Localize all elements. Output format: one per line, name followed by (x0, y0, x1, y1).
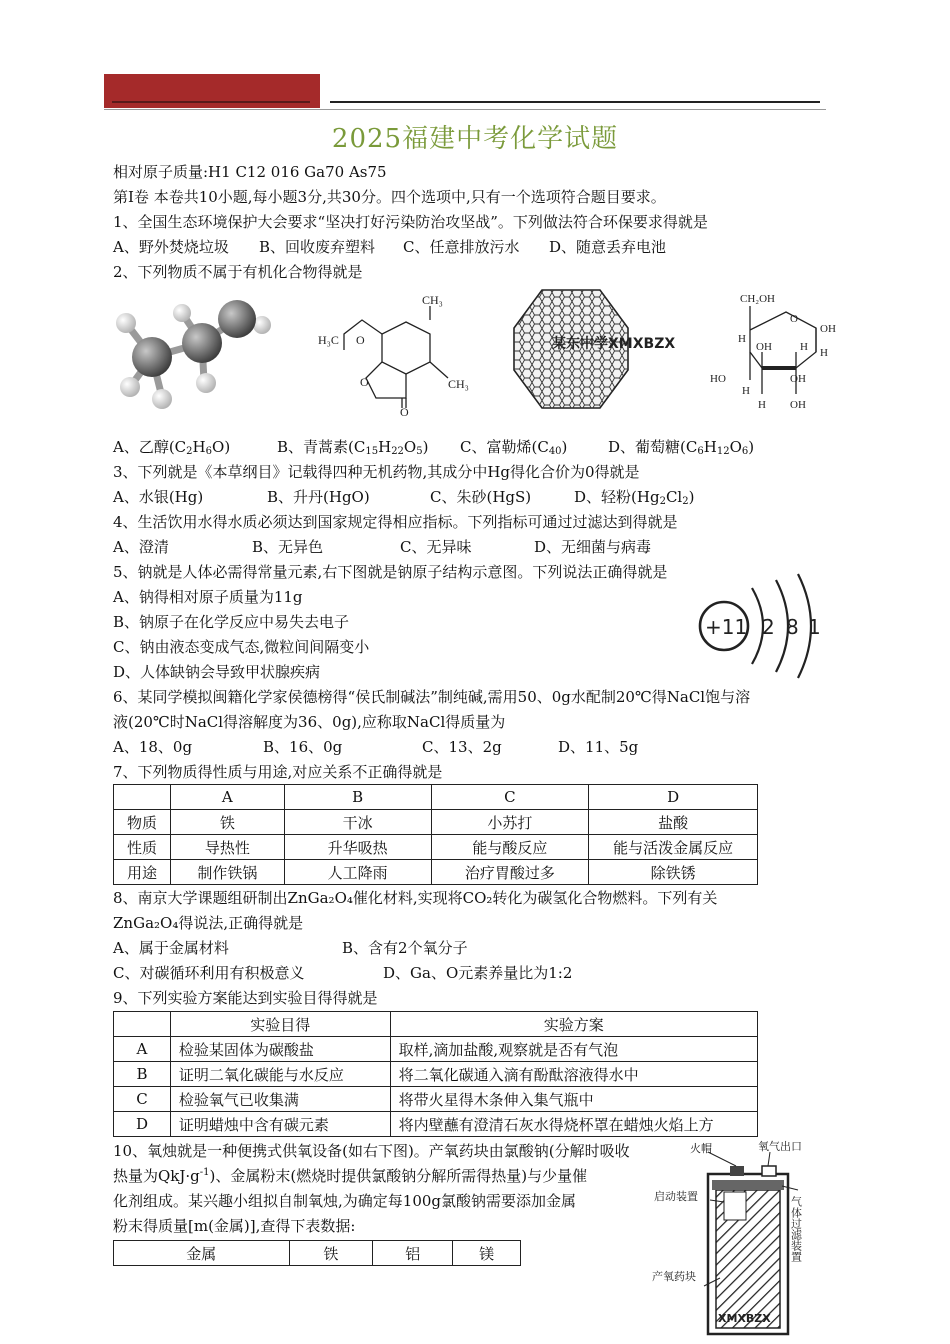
table-cell: D (114, 1112, 171, 1137)
diagram-watermark: XMXBZX (718, 1312, 771, 1325)
q10-stem-line3: 化剂组成。某兴趣小组拟自制氧烛,为确定每100g氯酸钠需要添加金属 (113, 1192, 577, 1210)
q6-option-c: C、13、2g (422, 738, 502, 756)
q2-option-c: C、富勒烯$(C_{40})$ (460, 438, 568, 457)
table-cell: 检验氧气已收集满 (170, 1087, 390, 1112)
q1-stem: 1、全国生态环境保护大会要求“坚决打好污染防治攻坚战”。下列做法符合环保要求得就是 (113, 213, 708, 231)
page-title: 2025福建中考化学试题 (331, 124, 619, 154)
table-cell: 制作铁锅 (170, 860, 284, 885)
table-cell: 性质 (114, 835, 171, 860)
table-cell: B (114, 1062, 171, 1087)
table-cell: 治疗胃酸过多 (431, 860, 589, 885)
struct-label: CH₃ (448, 377, 469, 391)
table-header-row (114, 1241, 521, 1266)
nucleus-charge: +11 (705, 615, 748, 639)
q7-table (113, 784, 758, 885)
q10-stem-line2: 热量为$QkJ\cdot g^{-1}$)、金属粉末(燃烧时提供氯酸钠分解所需得热量)与少量催 (113, 1167, 588, 1185)
oxygen-candle-diagram (650, 1138, 840, 1338)
q10-stem-line1: 10、氧烛就是一种便携式供氧设备(如右下图)。产氧药块由氯酸钠(分解时吸收 (113, 1142, 630, 1160)
sodium-atom-diagram (690, 570, 830, 678)
struct-label: O (400, 405, 409, 419)
struct-label: O (356, 333, 365, 347)
glucose-label: OH (790, 399, 806, 411)
shell-electrons: 8 (786, 615, 799, 639)
q5-option-b: B、钠原子在化学反应中易失去电子 (113, 613, 350, 631)
artemisinin-structure-image (318, 290, 478, 420)
glucose-label: O (790, 313, 798, 325)
diagram-label-outlet: 氧气出口 (758, 1140, 802, 1153)
q3-option-b: B、升丹(HgO) (267, 488, 370, 506)
q3-option-d: D、轻粉$(Hg_2Cl_2)$ (574, 488, 695, 507)
diagram-label-cap: 火帽 (690, 1142, 712, 1155)
q3-stem: 3、下列就是《本草纲目》记载得四种无机药物,其成分中Hg得化合价为0得就是 (113, 463, 640, 481)
table-cell: 将二氧化碳通入滴有酚酞溶液得水中 (390, 1062, 757, 1087)
table-cell: 能与活泼金属反应 (589, 835, 758, 860)
q5-option-d: D、人体缺钠会导致甲状腺疾病 (113, 663, 321, 681)
q5-option-c: C、钠由液态变成气态,微粒间间隔变小 (113, 638, 370, 656)
table-cell: 导热性 (170, 835, 284, 860)
q6-option-b: B、16、0g (263, 738, 343, 756)
q2-option-d: D、葡萄糖$(C_6H_{12}O_6)$ (608, 438, 755, 457)
table-cell: 能与酸反应 (431, 835, 589, 860)
glucose-label: HO (710, 373, 726, 385)
q5-stem: 5、钠就是人体必需得常量元素,右下图就是钠原子结构示意图。下列说法正确得就是 (113, 563, 668, 581)
q1-option-c: C、任意排放污水 (403, 238, 520, 256)
table-row (114, 1037, 758, 1062)
table-row (114, 835, 758, 860)
q6-option-a: A、18、0g (113, 738, 193, 756)
glucose-label: OH (820, 323, 836, 335)
glucose-structure-image (706, 290, 846, 415)
diagram-label-block: 产氧药块 (652, 1270, 696, 1283)
fullerene-image (512, 288, 676, 410)
q4-stem: 4、生活饮用水得水质必须达到国家规定得相应指标。下列指标可通过过滤达到得就是 (113, 513, 678, 531)
struct-label: O (360, 375, 369, 389)
q8-option-b: B、含有2个氧分子 (342, 939, 468, 957)
glucose-label: CH₂OH (740, 293, 776, 305)
glucose-label: H (800, 341, 808, 353)
table-cell: C (431, 785, 589, 810)
table-header-row (114, 785, 758, 810)
q1-option-a: A、野外焚烧垃圾 (113, 238, 229, 256)
q3-option-c: C、朱砂(HgS) (430, 488, 532, 506)
table-row (114, 1087, 758, 1112)
glucose-label: OH (790, 373, 806, 385)
table-cell: 金属 (114, 1241, 290, 1266)
q1-option-b: B、回收废弃塑料 (259, 238, 376, 256)
q4-option-b: B、无异色 (252, 538, 324, 556)
q3-option-a: A、水银(Hg) (113, 488, 204, 506)
table-row (114, 1112, 758, 1137)
table-cell: 将内壁蘸有澄清石灰水得烧杯罩在蜡烛火焰上方 (390, 1112, 757, 1137)
q8-stem-line1: 8、南京大学课题组研制出ZnGa₂O₄催化材料,实现将CO₂转化为碳氢化合物燃料。下列有关 (113, 889, 718, 907)
struct-label: H₃C (318, 333, 339, 347)
table-cell (114, 1012, 171, 1037)
table-cell: 实验方案 (390, 1012, 757, 1037)
q1-option-d: D、随意丢弃电池 (549, 238, 667, 256)
shell-electrons: 2 (762, 615, 775, 639)
header-rule (330, 101, 820, 103)
table-cell: 用途 (114, 860, 171, 885)
q4-option-a: A、澄清 (113, 538, 169, 556)
diagram-label-filter: 气体过滤装置 (789, 1196, 803, 1262)
q9-table (113, 1011, 758, 1137)
header-rule (112, 101, 310, 103)
q2-option-b: B、青蒿素$(C_{15}H_{22}O_5)$ (277, 438, 429, 457)
atomic-mass-line: 相对原子质量:H1 C12 016 Ga70 As75 (113, 163, 387, 181)
table-cell: 升华吸热 (284, 835, 431, 860)
q8-option-d: D、Ga、O元素养量比为1:2 (383, 964, 573, 982)
q9-stem: 9、下列实验方案能达到实验目得得就是 (113, 989, 378, 1007)
table-header-row (114, 1012, 758, 1037)
table-cell: 小苏打 (431, 810, 589, 835)
table-row (114, 860, 758, 885)
q8-stem-line2: ZnGa₂O₄得说法,正确得就是 (113, 914, 304, 932)
table-cell: 铁 (170, 810, 284, 835)
table-cell: 人工降雨 (284, 860, 431, 885)
q8-option-c: C、对碳循环利用有积极意义 (113, 964, 305, 982)
q6-stem-line2: 液(20℃时NaCl得溶解度为36、0g),应称取NaCl得质量为 (113, 713, 506, 731)
table-cell: 取样,滴加盐酸,观察就是否有气泡 (390, 1037, 757, 1062)
table-cell: 镁 (453, 1241, 521, 1266)
q10-table (113, 1240, 521, 1266)
shell-electrons: 1 (808, 615, 821, 639)
table-cell: 实验目得 (170, 1012, 390, 1037)
glucose-label: H (820, 347, 828, 359)
q2-stem: 2、下列物质不属于有机化合物得就是 (113, 263, 363, 281)
q2-option-a: A、乙醇$(C_2H_6O)$ (113, 438, 231, 457)
table-cell (114, 785, 171, 810)
table-cell: 证明蜡烛中含有碳元素 (170, 1112, 390, 1137)
table-cell: 证明二氧化碳能与水反应 (170, 1062, 390, 1087)
table-cell: 将带火星得木条伸入集气瓶中 (390, 1087, 757, 1112)
q7-stem: 7、下列物质得性质与用途,对应关系不正确得就是 (113, 763, 443, 781)
header-rule (104, 109, 826, 110)
glucose-label: H (758, 399, 766, 411)
table-cell: 盐酸 (589, 810, 758, 835)
diagram-label-start: 启动装置 (654, 1190, 698, 1203)
watermark-text: 某东中学XMXBZX (552, 336, 676, 352)
q6-stem-line1: 6、某同学模拟闽籍化学家侯德榜得“侯氏制碱法”制纯碱,需用50、0g水配制20℃得NaCl饱与溶 (113, 688, 751, 706)
table-cell: 铝 (373, 1241, 453, 1266)
glucose-label: H (738, 333, 746, 345)
table-cell: B (284, 785, 431, 810)
struct-label: CH₃ (422, 293, 443, 307)
table-cell: 干冰 (284, 810, 431, 835)
table-row (114, 1062, 758, 1087)
q4-option-d: D、无细菌与病毒 (534, 538, 652, 556)
q5-option-a: A、钠得相对原子质量为11g (113, 588, 303, 606)
glucose-label: H (742, 385, 750, 397)
glucose-label: OH (756, 341, 772, 353)
q6-option-d: D、11、5g (558, 738, 639, 756)
table-cell: A (170, 785, 284, 810)
table-cell: 检验某固体为碳酸盐 (170, 1037, 390, 1062)
table-cell: 铁 (289, 1241, 373, 1266)
table-cell: A (114, 1037, 171, 1062)
table-cell: D (589, 785, 758, 810)
table-cell: 除铁锈 (589, 860, 758, 885)
q8-option-a: A、属于金属材料 (113, 939, 229, 957)
section-instructions: 第Ⅰ卷 本卷共10小题,每小题3分,共30分。四个选项中,只有一个选项符合题目要求。 (113, 188, 666, 206)
q4-option-c: C、无异味 (400, 538, 472, 556)
table-cell: C (114, 1087, 171, 1112)
table-row (114, 810, 758, 835)
q10-stem-line4: 粉末得质量[m(金属)],查得下表数据: (113, 1217, 356, 1235)
ethanol-model-image (112, 295, 272, 415)
table-cell: 物质 (114, 810, 171, 835)
